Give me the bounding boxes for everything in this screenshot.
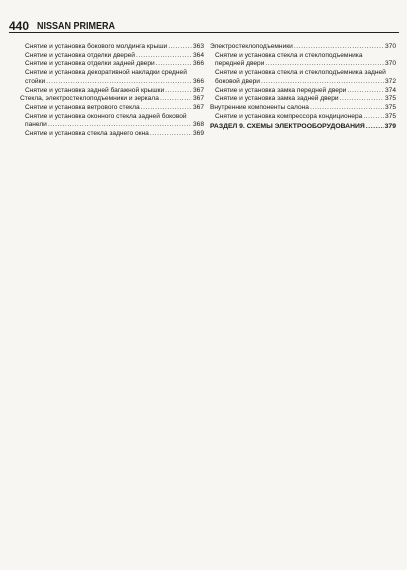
toc-entry: Снятие и установка задней багажной крышки ..... 367 xyxy=(23,87,204,96)
toc-subsection: Внутренние компоненты салона ..... 375 xyxy=(210,104,396,113)
book-title: NISSAN PRIMERA xyxy=(37,21,116,32)
toc-right-column xyxy=(210,43,396,132)
toc-entry: Снятие и установка стекла заднего окна ..... 369 xyxy=(23,130,204,139)
toc-left-column xyxy=(20,43,204,139)
page-number: 440 xyxy=(9,19,30,33)
toc-entry: Снятие и установка бокового молдинга крыши ..... 363 xyxy=(23,43,204,52)
toc-entry: Снятие и установка замка задней двери ..... 375 xyxy=(213,95,396,104)
toc-entry: Снятие и установка компрессора кондиционера ..... 375 xyxy=(213,113,396,122)
page-header xyxy=(9,18,399,33)
toc-subsection: Стекла, электростеклоподъемники и зеркала ..... 367 xyxy=(20,95,204,104)
toc-section-heading: РАЗДЕЛ 9. СХЕМЫ ЭЛЕКТРООБОРУДОВАНИЯ ..... 379 xyxy=(210,123,396,132)
toc-entry: Снятие и установка оконного стекла задней боковой панели ..... 368 xyxy=(23,113,204,130)
toc-entry: Снятие и установка отделки дверей ..... 364 xyxy=(23,52,204,61)
toc-entry: Снятие и установка стекла и стеклоподъемника передней двери ..... 370 xyxy=(213,52,396,69)
toc-entry: Снятие и установка замка передней двери ..... 374 xyxy=(213,87,396,96)
toc-entry: Снятие и установка отделки задней двери ..... 366 xyxy=(23,60,204,69)
toc-subsection: Электростеклоподъемники ..... 370 xyxy=(210,43,396,52)
toc-entry: Снятие и установка декоративной накладки средней стойки ..... 366 xyxy=(23,69,204,86)
toc-entry: Снятие и установка стекла и стеклоподъемника задней боковой двери ..... 372 xyxy=(213,69,396,86)
toc-entry: Снятие и установка ветрового стекла ..... 367 xyxy=(23,104,204,113)
